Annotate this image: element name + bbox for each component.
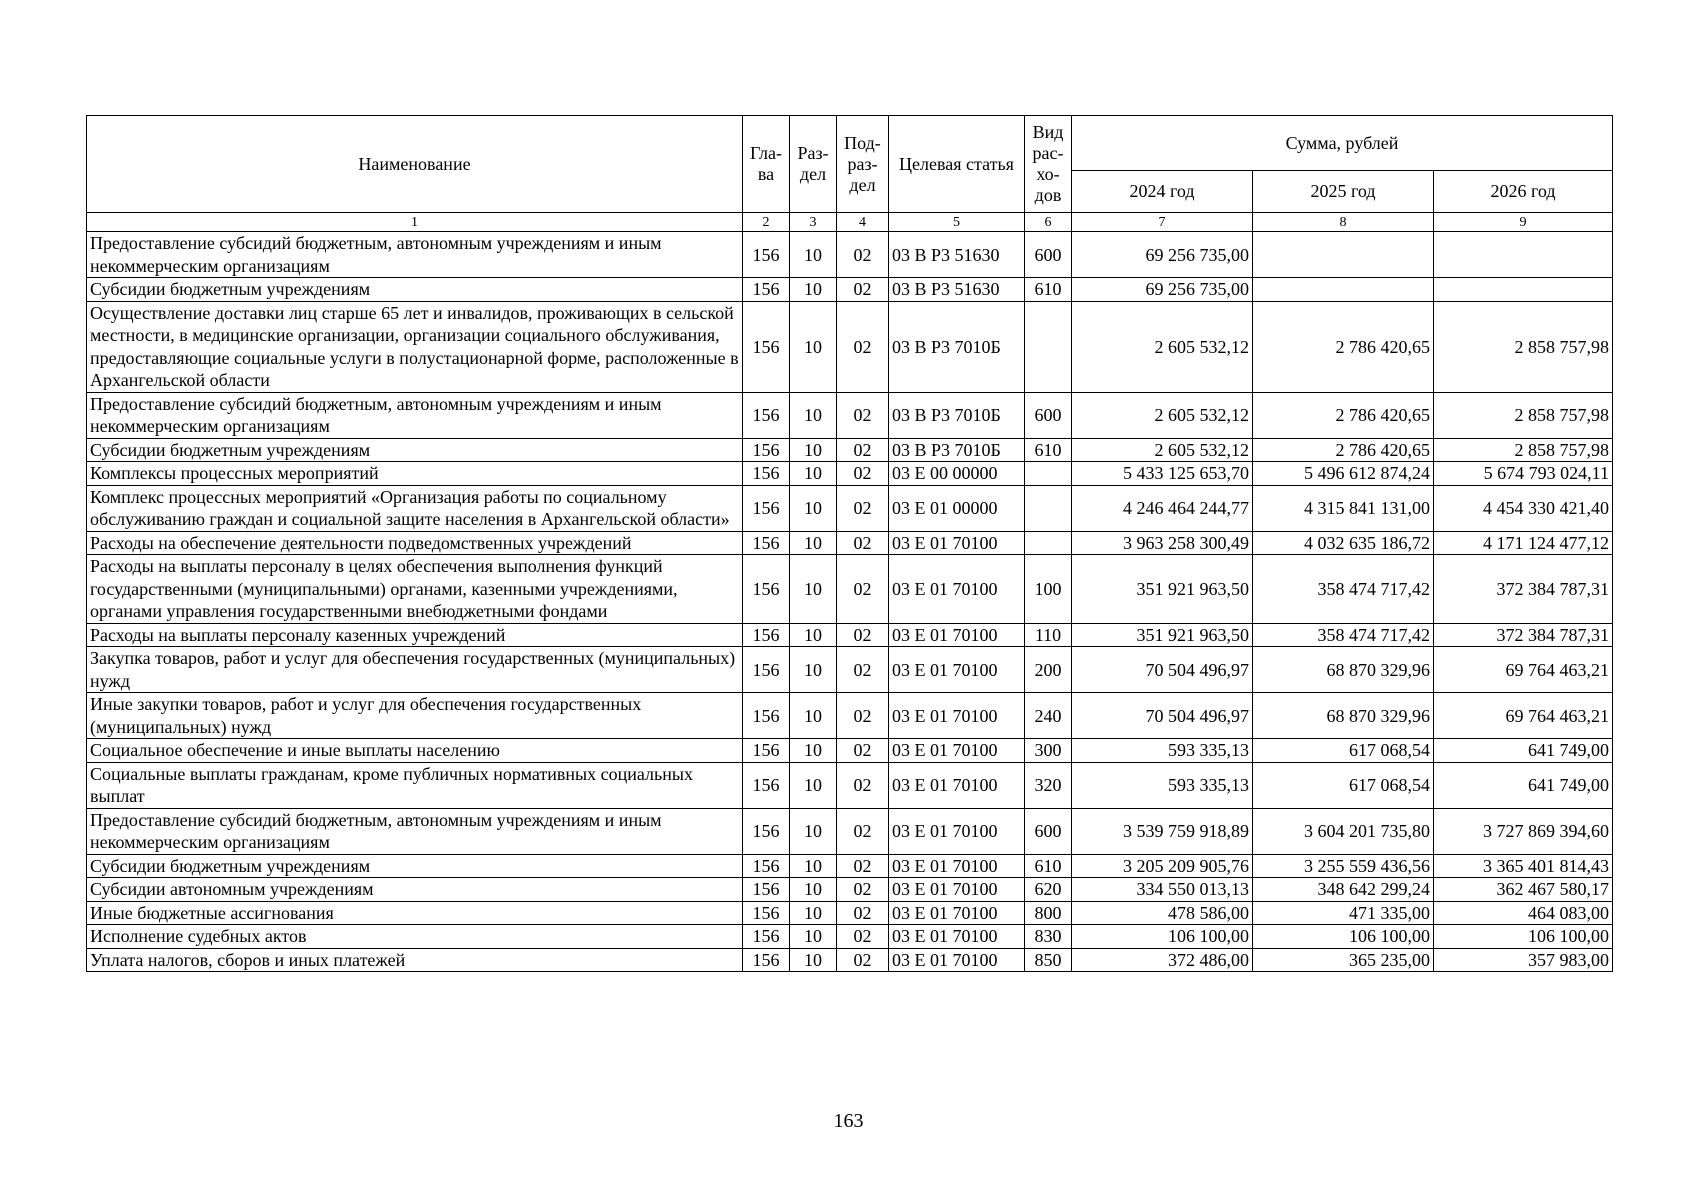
table-row <box>87 808 1613 854</box>
row-name: Предоставление субсидий бюджетным, автономным учреждениям и иным некоммерческим организациям <box>87 232 743 278</box>
row-vid: 850 <box>1025 948 1072 972</box>
row-amount-2024: 3 205 209 905,76 <box>1072 854 1253 878</box>
row-glava: 156 <box>743 278 790 302</box>
row-podrazdel: 02 <box>837 693 889 739</box>
row-razdel: 10 <box>790 901 837 925</box>
table-row <box>87 925 1613 949</box>
table-row <box>87 623 1613 647</box>
row-podrazdel: 02 <box>837 948 889 972</box>
row-razdel: 10 <box>790 647 837 693</box>
row-amount-2026: 362 467 580,17 <box>1434 878 1613 902</box>
row-vid: 200 <box>1025 647 1072 693</box>
row-amount-2024: 2 605 532,12 <box>1072 392 1253 438</box>
row-amount-2024: 593 335,13 <box>1072 739 1253 763</box>
row-podrazdel: 02 <box>837 854 889 878</box>
row-glava: 156 <box>743 901 790 925</box>
row-glava: 156 <box>743 232 790 278</box>
row-glava: 156 <box>743 948 790 972</box>
row-podrazdel: 02 <box>837 739 889 763</box>
row-vid: 320 <box>1025 762 1072 808</box>
row-code: 03 Е 01 70100 <box>889 808 1025 854</box>
row-name: Социальное обеспечение и иные выплаты населению <box>87 739 743 763</box>
row-amount-2024: 4 246 464 244,77 <box>1072 485 1253 531</box>
row-podrazdel: 02 <box>837 278 889 302</box>
row-vid: 600 <box>1025 392 1072 438</box>
row-vid: 100 <box>1025 555 1072 624</box>
row-name: Расходы на выплаты персоналу в целях обеспечения выполнения функций государственными (муниципальными) органами, казенными учреждениями, органами управления государственными внебюджетными фондами <box>87 555 743 624</box>
row-glava: 156 <box>743 693 790 739</box>
row-razdel: 10 <box>790 278 837 302</box>
row-name: Социальные выплаты гражданам, кроме публичных нормативных социальных выплат <box>87 762 743 808</box>
row-amount-2026: 4 171 124 477,12 <box>1434 531 1613 555</box>
row-podrazdel: 02 <box>837 878 889 902</box>
row-vid: 800 <box>1025 901 1072 925</box>
row-name: Расходы на выплаты персоналу казенных учреждений <box>87 623 743 647</box>
row-amount-2025: 365 235,00 <box>1253 948 1434 972</box>
row-name: Предоставление субсидий бюджетным, автономным учреждениям и иным некоммерческим организациям <box>87 808 743 854</box>
row-vid <box>1025 531 1072 555</box>
header-year-2025: 2025 год <box>1253 171 1434 213</box>
row-razdel: 10 <box>790 808 837 854</box>
row-amount-2025: 68 870 329,96 <box>1253 647 1434 693</box>
table-row <box>87 232 1613 278</box>
row-amount-2026: 464 083,00 <box>1434 901 1613 925</box>
row-amount-2025: 348 642 299,24 <box>1253 878 1434 902</box>
row-amount-2025: 106 100,00 <box>1253 925 1434 949</box>
row-podrazdel: 02 <box>837 392 889 438</box>
row-name: Иные бюджетные ассигнования <box>87 901 743 925</box>
row-vid: 300 <box>1025 739 1072 763</box>
table-row <box>87 485 1613 531</box>
table-body <box>87 232 1613 972</box>
row-glava: 156 <box>743 623 790 647</box>
row-razdel: 10 <box>790 438 837 462</box>
row-amount-2024: 2 605 532,12 <box>1072 438 1253 462</box>
header-razdel: Раз-дел <box>790 116 837 213</box>
table-row <box>87 278 1613 302</box>
row-amount-2024: 351 921 963,50 <box>1072 555 1253 624</box>
row-vid: 240 <box>1025 693 1072 739</box>
row-name: Уплата налогов, сборов и иных платежей <box>87 948 743 972</box>
row-amount-2024: 106 100,00 <box>1072 925 1253 949</box>
row-podrazdel: 02 <box>837 647 889 693</box>
row-code: 03 Е 01 70100 <box>889 555 1025 624</box>
row-razdel: 10 <box>790 925 837 949</box>
row-code: 03 Е 00 00000 <box>889 462 1025 486</box>
header-summa: Сумма, рублей <box>1072 116 1613 171</box>
row-code: 03 Е 01 70100 <box>889 693 1025 739</box>
header-glava: Гла-ва <box>743 116 790 213</box>
row-code: 03 Е 01 70100 <box>889 647 1025 693</box>
column-number: 1 <box>87 213 743 232</box>
row-name: Закупка товаров, работ и услуг для обеспечения государственных (муниципальных) нужд <box>87 647 743 693</box>
row-amount-2026: 641 749,00 <box>1434 739 1613 763</box>
row-amount-2024: 478 586,00 <box>1072 901 1253 925</box>
row-podrazdel: 02 <box>837 901 889 925</box>
row-amount-2024: 351 921 963,50 <box>1072 623 1253 647</box>
row-razdel: 10 <box>790 531 837 555</box>
column-number: 4 <box>837 213 889 232</box>
row-amount-2026: 5 674 793 024,11 <box>1434 462 1613 486</box>
row-amount-2026: 4 454 330 421,40 <box>1434 485 1613 531</box>
row-code: 03 Е 01 70100 <box>889 623 1025 647</box>
row-amount-2024: 3 963 258 300,49 <box>1072 531 1253 555</box>
row-podrazdel: 02 <box>837 925 889 949</box>
row-razdel: 10 <box>790 693 837 739</box>
row-amount-2026 <box>1434 278 1613 302</box>
table-row <box>87 392 1613 438</box>
row-amount-2026: 69 764 463,21 <box>1434 647 1613 693</box>
row-razdel: 10 <box>790 762 837 808</box>
row-glava: 156 <box>743 485 790 531</box>
table-row <box>87 301 1613 392</box>
row-code: 03 Е 01 70100 <box>889 739 1025 763</box>
row-vid: 600 <box>1025 232 1072 278</box>
row-code: 03 В Р3 51630 <box>889 278 1025 302</box>
row-amount-2024: 70 504 496,97 <box>1072 693 1253 739</box>
row-amount-2025: 3 604 201 735,80 <box>1253 808 1434 854</box>
row-glava: 156 <box>743 531 790 555</box>
column-number: 2 <box>743 213 790 232</box>
column-number: 7 <box>1072 213 1253 232</box>
row-amount-2024: 69 256 735,00 <box>1072 232 1253 278</box>
row-razdel: 10 <box>790 485 837 531</box>
row-podrazdel: 02 <box>837 623 889 647</box>
table-row <box>87 462 1613 486</box>
column-number: 8 <box>1253 213 1434 232</box>
row-glava: 156 <box>743 301 790 392</box>
row-name: Осуществление доставки лиц старше 65 лет и инвалидов, проживающих в сельской местности, в медицинские организации, организации социального обслуживания, предоставляющие социальные услуги в полустационарной форме, расположенные в Архангельской области <box>87 301 743 392</box>
column-number: 3 <box>790 213 837 232</box>
row-code: 03 В Р3 7010Б <box>889 438 1025 462</box>
table-row <box>87 762 1613 808</box>
row-code: 03 В Р3 7010Б <box>889 301 1025 392</box>
row-vid: 600 <box>1025 808 1072 854</box>
row-amount-2026: 641 749,00 <box>1434 762 1613 808</box>
table-row <box>87 438 1613 462</box>
row-amount-2025: 617 068,54 <box>1253 762 1434 808</box>
row-vid: 610 <box>1025 278 1072 302</box>
table-row <box>87 948 1613 972</box>
row-podrazdel: 02 <box>837 232 889 278</box>
row-name: Комплекс процессных мероприятий «Организация работы по социальному обслуживанию граждан и социальной защите населения в Архангельской области» <box>87 485 743 531</box>
row-podrazdel: 02 <box>837 808 889 854</box>
row-code: 03 В Р3 7010Б <box>889 392 1025 438</box>
row-amount-2025: 2 786 420,65 <box>1253 392 1434 438</box>
row-amount-2024: 593 335,13 <box>1072 762 1253 808</box>
header-year-2024: 2024 год <box>1072 171 1253 213</box>
column-number: 5 <box>889 213 1025 232</box>
row-vid: 620 <box>1025 878 1072 902</box>
table-row <box>87 901 1613 925</box>
row-amount-2026: 3 727 869 394,60 <box>1434 808 1613 854</box>
row-podrazdel: 02 <box>837 555 889 624</box>
row-razdel: 10 <box>790 232 837 278</box>
row-amount-2025: 358 474 717,42 <box>1253 623 1434 647</box>
row-glava: 156 <box>743 555 790 624</box>
row-amount-2026: 372 384 787,31 <box>1434 623 1613 647</box>
table-row <box>87 531 1613 555</box>
table-row <box>87 693 1613 739</box>
row-name: Субсидии бюджетным учреждениям <box>87 854 743 878</box>
row-amount-2026: 357 983,00 <box>1434 948 1613 972</box>
header-row-1 <box>87 116 1613 171</box>
table-row <box>87 647 1613 693</box>
header-vid: Вид рас-хо-дов <box>1025 116 1072 213</box>
row-vid <box>1025 485 1072 531</box>
row-amount-2025: 617 068,54 <box>1253 739 1434 763</box>
row-vid <box>1025 462 1072 486</box>
row-amount-2025: 68 870 329,96 <box>1253 693 1434 739</box>
row-amount-2025 <box>1253 278 1434 302</box>
row-podrazdel: 02 <box>837 531 889 555</box>
row-glava: 156 <box>743 739 790 763</box>
row-amount-2026: 69 764 463,21 <box>1434 693 1613 739</box>
row-glava: 156 <box>743 762 790 808</box>
row-razdel: 10 <box>790 392 837 438</box>
row-glava: 156 <box>743 878 790 902</box>
row-vid: 610 <box>1025 854 1072 878</box>
row-amount-2024: 334 550 013,13 <box>1072 878 1253 902</box>
row-amount-2025: 358 474 717,42 <box>1253 555 1434 624</box>
row-code: 03 Е 01 70100 <box>889 762 1025 808</box>
row-amount-2026: 2 858 757,98 <box>1434 438 1613 462</box>
row-amount-2026: 2 858 757,98 <box>1434 392 1613 438</box>
row-name: Субсидии автономным учреждениям <box>87 878 743 902</box>
row-amount-2025: 5 496 612 874,24 <box>1253 462 1434 486</box>
row-glava: 156 <box>743 647 790 693</box>
row-amount-2025: 2 786 420,65 <box>1253 438 1434 462</box>
row-razdel: 10 <box>790 854 837 878</box>
row-name: Субсидии бюджетным учреждениям <box>87 438 743 462</box>
row-glava: 156 <box>743 808 790 854</box>
column-number-row <box>87 213 1613 232</box>
budget-table <box>86 115 1613 972</box>
row-podrazdel: 02 <box>837 485 889 531</box>
row-razdel: 10 <box>790 948 837 972</box>
table-row <box>87 854 1613 878</box>
row-razdel: 10 <box>790 301 837 392</box>
row-glava: 156 <box>743 925 790 949</box>
row-amount-2025: 471 335,00 <box>1253 901 1434 925</box>
row-razdel: 10 <box>790 555 837 624</box>
row-amount-2025 <box>1253 232 1434 278</box>
row-amount-2026: 2 858 757,98 <box>1434 301 1613 392</box>
row-code: 03 Е 01 70100 <box>889 878 1025 902</box>
row-amount-2025: 4 032 635 186,72 <box>1253 531 1434 555</box>
row-amount-2025: 3 255 559 436,56 <box>1253 854 1434 878</box>
row-amount-2024: 5 433 125 653,70 <box>1072 462 1253 486</box>
row-glava: 156 <box>743 462 790 486</box>
row-vid: 610 <box>1025 438 1072 462</box>
row-glava: 156 <box>743 854 790 878</box>
header-name: Наименование <box>87 116 743 213</box>
table-row <box>87 878 1613 902</box>
row-amount-2024: 3 539 759 918,89 <box>1072 808 1253 854</box>
row-podrazdel: 02 <box>837 438 889 462</box>
row-podrazdel: 02 <box>837 301 889 392</box>
row-code: 03 Е 01 70100 <box>889 925 1025 949</box>
row-code: 03 Е 01 00000 <box>889 485 1025 531</box>
row-amount-2026: 106 100,00 <box>1434 925 1613 949</box>
row-name: Исполнение судебных актов <box>87 925 743 949</box>
row-amount-2024: 69 256 735,00 <box>1072 278 1253 302</box>
row-razdel: 10 <box>790 462 837 486</box>
row-name: Комплексы процессных мероприятий <box>87 462 743 486</box>
row-vid: 830 <box>1025 925 1072 949</box>
column-number: 9 <box>1434 213 1613 232</box>
row-code: 03 Е 01 70100 <box>889 901 1025 925</box>
row-amount-2025: 4 315 841 131,00 <box>1253 485 1434 531</box>
row-amount-2026: 3 365 401 814,43 <box>1434 854 1613 878</box>
column-number: 6 <box>1025 213 1072 232</box>
row-name: Расходы на обеспечение деятельности подведомственных учреждений <box>87 531 743 555</box>
row-glava: 156 <box>743 392 790 438</box>
table-row <box>87 739 1613 763</box>
row-razdel: 10 <box>790 739 837 763</box>
row-name: Предоставление субсидий бюджетным, автономным учреждениям и иным некоммерческим организациям <box>87 392 743 438</box>
row-code: 03 Е 01 70100 <box>889 948 1025 972</box>
row-code: 03 Е 01 70100 <box>889 531 1025 555</box>
row-glava: 156 <box>743 438 790 462</box>
page-number: 163 <box>833 1110 864 1132</box>
row-amount-2025: 2 786 420,65 <box>1253 301 1434 392</box>
row-name: Иные закупки товаров, работ и услуг для обеспечения государственных (муниципальных) нужд <box>87 693 743 739</box>
row-amount-2026 <box>1434 232 1613 278</box>
row-podrazdel: 02 <box>837 762 889 808</box>
table-row <box>87 555 1613 624</box>
row-vid: 110 <box>1025 623 1072 647</box>
row-amount-2024: 372 486,00 <box>1072 948 1253 972</box>
row-code: 03 В Р3 51630 <box>889 232 1025 278</box>
header-year-2026: 2026 год <box>1434 171 1613 213</box>
row-amount-2024: 2 605 532,12 <box>1072 301 1253 392</box>
header-celevaya: Целевая статья <box>889 116 1025 213</box>
row-razdel: 10 <box>790 623 837 647</box>
row-amount-2024: 70 504 496,97 <box>1072 647 1253 693</box>
row-vid <box>1025 301 1072 392</box>
row-code: 03 Е 01 70100 <box>889 854 1025 878</box>
row-amount-2026: 372 384 787,31 <box>1434 555 1613 624</box>
row-name: Субсидии бюджетным учреждениям <box>87 278 743 302</box>
row-razdel: 10 <box>790 878 837 902</box>
header-podrazdel: Под-раз-дел <box>837 116 889 213</box>
row-podrazdel: 02 <box>837 462 889 486</box>
